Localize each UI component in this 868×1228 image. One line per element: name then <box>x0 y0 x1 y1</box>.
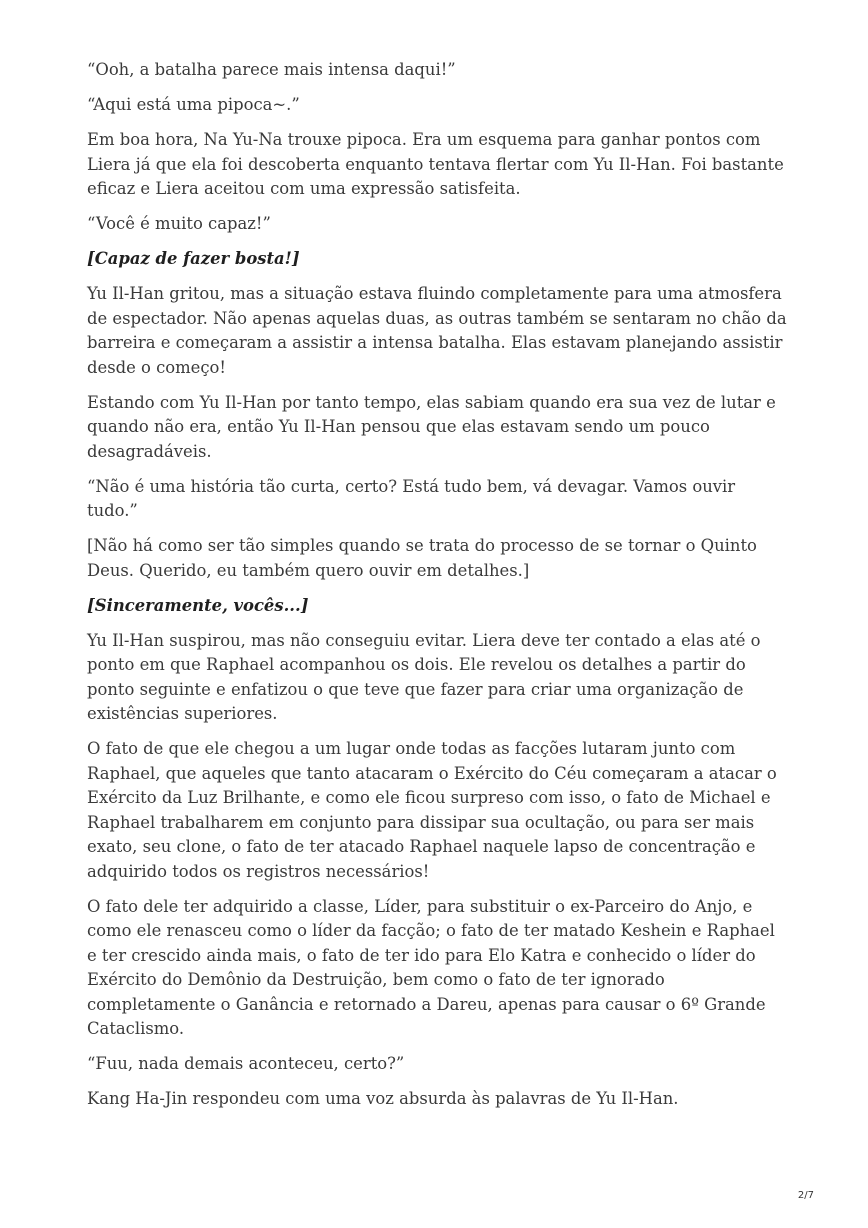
paragraph: “Ooh, a batalha parece mais intensa daqui!” <box>87 60 456 79</box>
system-message: [Capaz de fazer bosta!] <box>87 249 300 268</box>
paragraph: “Você é muito capaz!” <box>87 214 271 233</box>
paragraph: “Não é uma história tão curta, certo? Está tudo bem, vá devagar. Vamos ouvir tudo.” <box>87 476 736 520</box>
paragraph: Estando com Yu Il-Han por tanto tempo, elas sabiam quando era sua vez de lutar e quando não era, então Yu Il-Han pensou que elas estavam sendo um pouco desagradáveis. <box>87 392 776 461</box>
paragraph: Yu Il-Han suspirou, mas não conseguiu evitar. Liera deve ter contado a elas até o ponto em que Raphael acompanhou os dois. Ele revelou os detalhes a partir do ponto seguinte e enfatizou o que teve que fazer para criar uma organização de existências superiores. <box>87 630 761 723</box>
paragraph: Em boa hora, Na Yu-Na trouxe pipoca. Era um esquema para ganhar pontos com Liera já que ela foi descoberta enquanto tentava flertar com Yu Il-Han. Foi bastante eficaz e Liera aceitou com uma expressão satisfeita. <box>87 130 784 198</box>
paragraph: Yu Il-Han gritou, mas a situação estava fluindo completamente para uma atmosfera de espectador. Não apenas aquelas duas, as outras também se sentaram no chão da barreira e começaram a assistir a intensa batalha. Elas estavam planejando assistir desde o começo! <box>87 284 787 377</box>
system-message: [Sinceramente, vocês...] <box>87 595 309 615</box>
page-number: 2/7 <box>797 1190 814 1201</box>
paragraph: “Aqui está uma pipoca~.” <box>87 95 300 114</box>
paragraph: “Fuu, nada demais aconteceu, certo?” <box>87 1054 405 1073</box>
paragraph: [Não há como ser tão simples quando se trata do processo de se tornar o Quinto Deus. Querido, eu também quero ouvir em detalhes.] <box>87 536 757 580</box>
paragraph: Kang Ha-Jin respondeu com uma voz absurda às palavras de Yu Il-Han. <box>87 1089 679 1108</box>
paragraph: O fato dele ter adquirido a classe, Líder, para substituir o ex-Parceiro do Anjo, e como ele renasceu como o líder da facção; o fato de ter matado Keshein e Raphael e ter crescido ainda mais, o fato de ter ido para Elo Katra e conhecido o líder do Exército do Demônio da Destruição, bem como o fato de ter ignorado completamente o Ganância e retornado a Dareu, apenas para causar o 6º Grande Cataclismo. <box>87 896 775 1038</box>
paragraph: O fato de que ele chegou a um lugar onde todas as facções lutaram junto com Raphael, que aqueles que tanto atacaram o Exército do Céu começaram a atacar o Exército da Luz Brilhante, e como ele ficou surpreso com isso, o fato de Michael e Raphael trabalharem em conjunto para dissipar sua ocultação, ou para ser mais exato, seu clone, o fato de ter atacado Raphael naquele lapso de concentração e adquirido todos os registros necessários! <box>87 739 777 881</box>
document-body <box>87 58 787 1122</box>
